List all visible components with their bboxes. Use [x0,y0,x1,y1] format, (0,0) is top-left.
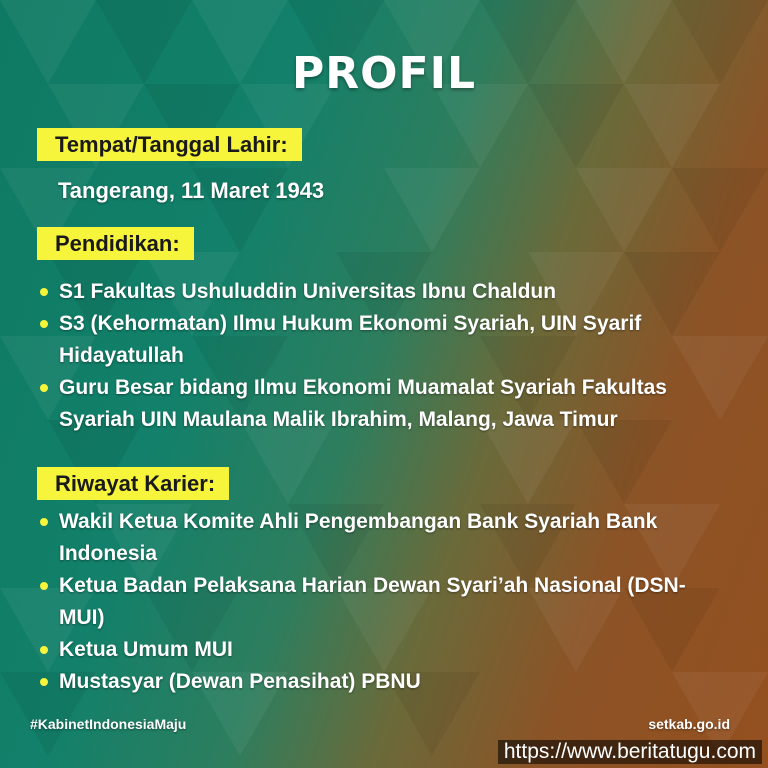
birth-value: Tangerang, 11 Maret 1943 [58,178,325,203]
career-item-text: Wakil Ketua Komite Ahli Pengembangan Bank Syariah Bank Indonesia [59,510,658,565]
education-item-text: Guru Besar bidang Ilmu Ekonomi Muamalat Syariah Fakultas Syariah UIN Maulana Malik Ibrahim, Malang, Jawa Timur [59,376,667,431]
education-item-text: S1 Fakultas Ushuluddin Universitas Ibnu Chaldun [59,280,557,303]
career-label: Riwayat Karier: [37,467,229,500]
career-item-text: Ketua Umum MUI [59,638,233,661]
site-link[interactable]: setkab.go.id [648,716,730,732]
career-list [38,506,718,698]
list-item [38,308,718,372]
bullet-dot-icon [40,288,48,296]
career-item-text: Mustasyar (Dewan Penasihat) PBNU [59,670,421,693]
bullet-dot-icon [40,320,48,328]
watermark-url: https://www.beritatugu.com [498,740,762,764]
list-item [38,372,718,436]
bullet-dot-icon [40,384,48,392]
page-title: PROFIL [292,48,476,99]
bullet-dot-icon [40,582,48,590]
list-item [38,506,718,570]
list-item [38,570,718,634]
education-label: Pendidikan: [37,227,194,260]
education-list [38,276,718,436]
list-item [38,276,718,308]
bullet-dot-icon [40,646,48,654]
bullet-dot-icon [40,678,48,686]
career-item-text: Ketua Badan Pelaksana Harian Dewan Syari’ah Nasional (DSN-MUI) [59,574,686,629]
hashtag-text: #KabinetIndonesiaMaju [30,716,187,732]
list-item [38,634,718,666]
birth-label: Tempat/Tanggal Lahir: [37,128,302,161]
bullet-dot-icon [40,518,48,526]
list-item [38,666,718,698]
education-item-text: S3 (Kehormatan) Ilmu Hukum Ekonomi Syariah, UIN Syarif Hidayatullah [59,312,642,367]
